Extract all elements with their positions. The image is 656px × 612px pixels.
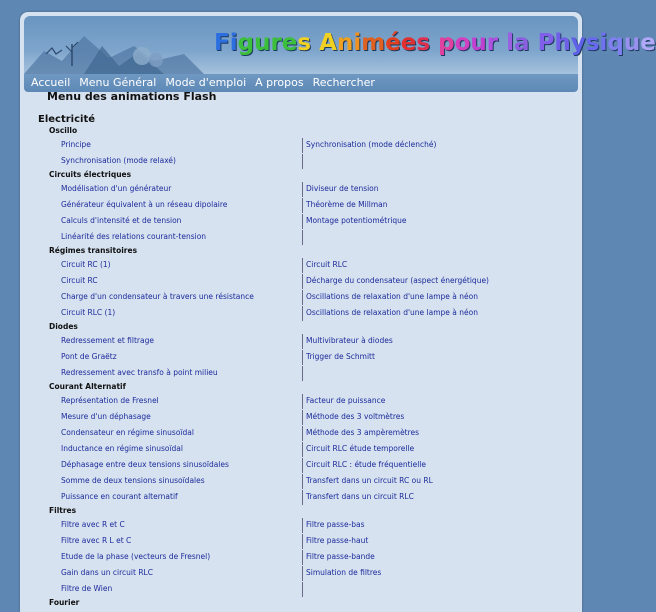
animation-link[interactable]: Circuit RLC [306,260,348,269]
column-divider [302,350,303,365]
section-heading: Oscillo [49,126,78,135]
animation-link[interactable]: Simulation de filtres [306,568,382,577]
animation-link[interactable]: Filtre passe-bande [306,552,375,561]
site-title-letter [498,30,506,56]
site-title-letter: e [281,30,298,56]
menu-row [20,425,582,441]
site-title-letter: r [270,30,282,56]
column-divider [302,274,303,289]
animation-link[interactable]: Circuit RLC étude temporelle [306,444,415,453]
animation-link[interactable]: Générateur équivalent à un réseau dipolaire [61,200,228,209]
animation-link[interactable]: Oscillations de relaxation d'une lampe à néon [306,292,478,301]
animation-menu [20,110,582,609]
column-divider [302,334,303,349]
category-heading: Electricité [38,114,96,125]
animation-link[interactable]: Puissance en courant alternatif [61,492,178,501]
column-divider [302,138,303,153]
animation-link[interactable]: Méthode des 3 ampèremètres [306,428,420,437]
column-divider [302,490,303,505]
animation-link[interactable]: Circuit RLC (1) [61,308,116,317]
site-title-letter [430,30,438,56]
section-heading: Fourier [49,598,80,607]
nav-link[interactable]: Rechercher [312,76,375,89]
nav-link[interactable]: Accueil [31,76,71,89]
site-title-letter: F [214,30,230,56]
column-divider [302,258,303,273]
sections-list [20,125,582,609]
animation-link[interactable]: Représentation de Fresnel [61,396,159,405]
animation-link[interactable]: Circuit RLC : étude fréquentielle [306,460,426,469]
animation-link[interactable]: Charge d'un condensateur à travers une résistance [61,292,254,301]
nav-link[interactable]: A propos [255,76,304,89]
menu-row [20,365,582,381]
site-title-letter: é [385,30,401,56]
page-title: Menu des animations Flash [47,90,217,103]
animation-link[interactable]: Filtre avec R et C [61,520,125,529]
site-title-letter: i [229,30,238,56]
animation-link[interactable]: Synchronisation (mode déclenché) [306,140,437,149]
menu-row [20,457,582,473]
column-divider [302,306,303,321]
site-title-letter: s [416,30,431,56]
menu-row [20,273,582,289]
menu-row [20,181,582,197]
column-divider [302,198,303,213]
site-title [214,30,656,56]
animation-link[interactable]: Calculs d'intensité et de tension [61,216,182,225]
site-title-letter: r [486,30,499,56]
animation-link[interactable]: Mesure d'un déphasage [61,412,151,421]
site-title-letter: n [336,30,354,56]
animation-link[interactable]: Oscillations de relaxation d'une lampe à néon [306,308,478,317]
nav-link[interactable]: Mode d'emploi [165,76,247,89]
site-title-letter: A [319,30,337,56]
animation-link[interactable]: Diviseur de tension [306,184,379,193]
site-title-letter: s [585,30,600,56]
menu-row [20,289,582,305]
menu-row [20,489,582,505]
animation-link[interactable]: Transfert dans un circuit RLC [306,492,414,501]
column-divider [302,290,303,305]
menu-row [20,581,582,597]
menu-row [20,349,582,365]
animation-link[interactable]: Multivibrateur à diodes [306,336,393,345]
site-title-letter: y [570,30,586,56]
site-title-letter: u [254,30,271,56]
animation-link[interactable]: Filtre de Wien [61,584,113,593]
animation-link[interactable]: Redressement avec transfo à point milieu [61,368,218,377]
animation-link[interactable]: Inductance en régime sinusoïdal [61,444,183,453]
menu-row [20,137,582,153]
animation-link[interactable]: Synchronisation (mode relaxé) [61,156,176,165]
site-title-letter: o [454,30,471,56]
column-divider [302,550,303,565]
animation-link[interactable]: Etude de la phase (vecteurs de Fresnel) [61,552,211,561]
site-title-letter: q [607,30,624,56]
menu-row [20,533,582,549]
site-title-letter: P [537,30,555,56]
animation-link[interactable]: Méthode des 3 voltmètres [306,412,405,421]
section-heading: Filtres [49,506,77,515]
nav-link[interactable]: Menu Général [79,76,157,89]
animation-link[interactable]: Filtre passe-haut [306,536,369,545]
menu-row [20,473,582,489]
site-title-letter: a [514,30,530,56]
animation-link[interactable]: Filtre avec R L et C [61,536,132,545]
column-divider [302,458,303,473]
menu-row [20,153,582,169]
site-title-letter [311,30,319,56]
site-title-letter: i [353,30,362,56]
site-banner [24,16,656,74]
menu-row [20,257,582,273]
site-title-letter: h [554,30,571,56]
animation-link[interactable]: Transfert dans un circuit RC ou RL [306,476,433,485]
animation-link[interactable]: Montage potentiométrique [306,216,407,225]
site-title-letter: u [623,30,641,56]
section-heading: Diodes [49,322,78,331]
site-title-letter: e [640,30,656,56]
section-heading: Régimes transitoires [49,246,138,255]
column-divider [302,214,303,229]
column-divider [302,426,303,441]
animation-link[interactable]: Circuit RC (1) [61,260,111,269]
animation-link[interactable]: Circuit RC [61,276,98,285]
column-divider [302,366,303,381]
column-divider [302,582,303,597]
animation-link[interactable]: Modélisation d'un générateur [61,184,172,193]
animation-link[interactable]: Facteur de puissance [306,396,386,405]
section-heading: Circuits électriques [49,170,132,179]
menu-row [20,517,582,533]
site-title-letter: g [237,30,255,56]
site-title-letter: e [400,30,417,56]
column-divider [302,442,303,457]
menu-row [20,213,582,229]
site-title-letter: p [438,30,455,56]
menu-row [20,549,582,565]
site-title-letter: i [599,30,608,56]
page-frame [20,12,656,612]
site-title-letter: s [297,30,312,56]
animation-link[interactable]: Condensateur en régime sinusoïdal [61,428,194,437]
menu-row [20,229,582,245]
menu-row [20,197,582,213]
animation-link[interactable]: Pont de Graëtz [61,352,117,361]
animation-link[interactable]: Redressement et filtrage [61,336,154,345]
menu-row [20,409,582,425]
animation-link[interactable]: Filtre passe-bas [306,520,365,529]
section-heading: Courant Alternatif [49,382,126,391]
animation-link[interactable]: Décharge du condensateur (aspect énergétique) [306,276,489,285]
column-divider [302,230,303,245]
site-title-letter: u [470,30,487,56]
column-divider [302,534,303,549]
animation-link[interactable]: Gain dans un circuit RLC [61,568,153,577]
column-divider [302,474,303,489]
animation-link[interactable]: Linéarité des relations courant-tension [61,232,207,241]
animation-link[interactable]: Somme de deux tensions sinusoïdales [61,476,205,485]
animation-link[interactable]: Théorème de Millman [306,200,388,209]
animation-link[interactable]: Déphasage entre deux tensions sinusoïdales [61,460,229,469]
site-title-letter [530,30,538,56]
menu-row [20,565,582,581]
menu-row [20,333,582,349]
column-divider [302,566,303,581]
column-divider [302,410,303,425]
menu-row [20,441,582,457]
column-divider [302,518,303,533]
site-title-letter: m [361,30,386,56]
menu-row [20,305,582,321]
column-divider [302,394,303,409]
column-divider [302,182,303,197]
animation-link[interactable]: Principe [61,140,91,149]
menu-row [20,393,582,409]
animation-link[interactable]: Trigger de Schmitt [306,352,375,361]
column-divider [302,154,303,169]
site-title-letter: l [506,30,515,56]
